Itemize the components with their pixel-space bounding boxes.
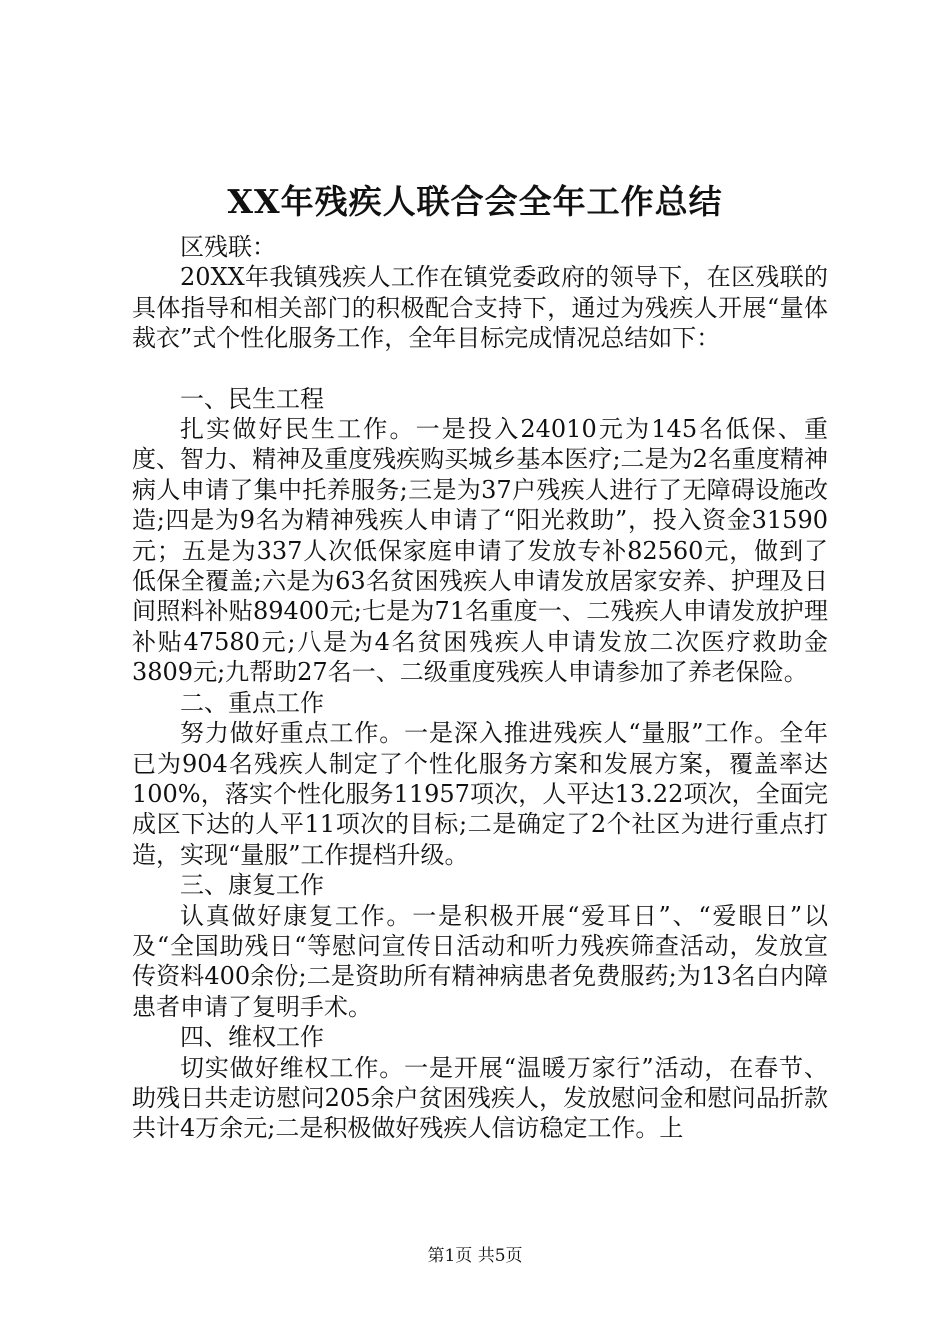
section-text-rights: 切实做好维权工作。一是开展“温暖万家行”活动，在春节、助残日共走访慰问205余户贫困残疾人，发放慰问金和慰问品折款共计4万余元;二是积极做好残疾人信访稳定工作。上: [132, 1053, 828, 1143]
section-heading-livelihood: 一、民生工程: [180, 384, 324, 413]
section-text-key-work: 努力做好重点工作。一是深入推进残疾人“量服”工作。全年已为904名残疾人制定了个性化服务方案和发展方案，覆盖率达100%，落实个性化服务11957项次，人平达13.22项次，全面完成区下达的人平11项次的目标;二是确定了2个社区为进行重点打造，实现“量服”工作提档升级。: [132, 719, 828, 869]
intro-paragraph: 20XX年我镇残疾人工作在镇党委政府的领导下，在区残联的具体指导和相关部门的积极配合支持下，通过为残疾人开展“量体裁衣”式个性化服务工作，全年目标完成情况总结如下：: [132, 263, 828, 353]
salutation: 区残联：: [180, 233, 276, 261]
section-heading-key-work: 二、重点工作: [180, 688, 324, 717]
section-heading-rights: 四、维权工作: [180, 1023, 324, 1052]
document-body: [132, 232, 828, 1144]
section-heading-rehabilitation: 三、康复工作: [180, 871, 324, 900]
document-title: XX年残疾人联合会全年工作总结: [227, 182, 723, 221]
page-number-footer: 第1页 共5页: [427, 1246, 523, 1266]
section-text-livelihood: 扎实做好民生工作。一是投入24010元为145名低保、重度、智力、精神及重度残疾购买城乡基本医疗;二是为2名重度精神病人申请了集中托养服务;三是为37户残疾人进行了无障碍设施改造;四是为9名为精神残疾人申请了“阳光救助”，投入资金31590元；五是为337人次低保家庭申请了发放专补82560元，做到了低保全覆盖;六是为63名贫困残疾人申请发放居家安养、护理及日间照料补贴89400元;七是为71名重度一、二残疾人申请发放护理补贴47580元;八是为4名贫困残疾人申请发放二次医疗救助金3809元;九帮助27名一、二级重度残疾人申请参加了养老保险。: [132, 415, 828, 687]
section-text-rehabilitation: 认真做好康复工作。一是积极开展“爱耳日”、“爱眼日”以及“全国助残日“等慰问宣传日活动和听力残疾筛查活动，发放宣传资料400余份;二是资助所有精神病患者免费服药;为13名白内障患者申请了复明手术。: [132, 901, 828, 1021]
